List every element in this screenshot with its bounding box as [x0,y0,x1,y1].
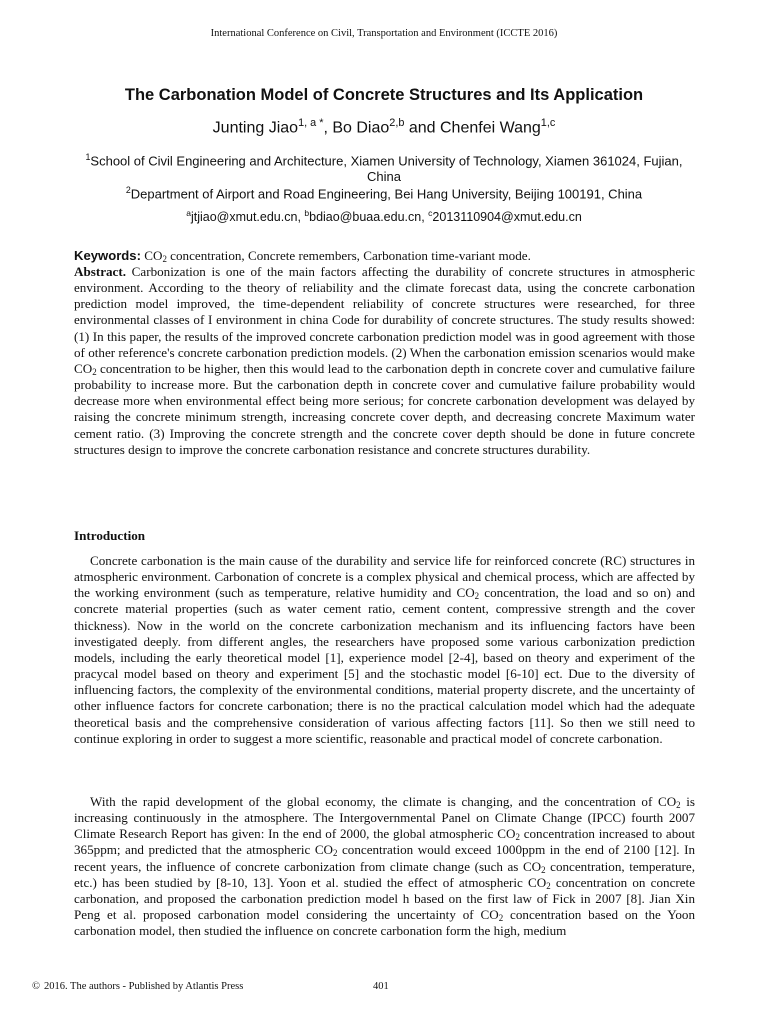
email-address[interactable]: 2013110904@xmut.edu.cn [432,210,582,225]
paragraph-text: is increasing continuously in the atmosphere. The Intergovernmental Panel on Climate Change (IPCC) fourth 2007 Climate Research Report has given: In the end of 2000, the global atmospheric CO [74,794,695,842]
author-separator: , [323,119,333,137]
subscript: 2 [333,848,338,859]
abstract [74,264,695,458]
affiliation-number: 1 [85,152,91,162]
paragraph-text: concentration on concrete carbonation, and proposed the carbonation prediction model h based on the first law of Fick in 2007 [8]. Jian Xin Peng et al. proposed carbonation model considering the uncertainty of CO [74,874,695,923]
author-affiliation-mark: 1,c [540,117,556,129]
copyright-icon: © [32,981,40,992]
subscript: 2 [515,832,520,843]
keywords-label: Keywords: [74,248,141,263]
paragraph-text: With the rapid development of the global economy, the climate is changing, and the concentration of CO [90,794,677,809]
paragraph-text: concentration would exceed 1000ppm in the end of 2100 [12]. In recent years, the influence of concrete carbonization from climate change (such as CO [74,842,695,874]
author-emails [0,208,768,224]
abstract-text: Carbonization is one of the main factors affecting the durability of concrete structures in atmospheric environment. According to the theory of reliability and the climate forecast data, using the concrete carbonation prediction model improved, the time-dependent reliability of concrete structures were researched, for three environmental classes of I environment in china Code for durability of concrete structures. The study results showed: (1) In this paper, the results of the improved concrete carbonation prediction model was in good agreement with those of other reference's concrete carbonation prediction models. (2) When the carbonation emission scenarios would make CO [74,264,695,376]
page-number: 401 [373,981,389,992]
email-separator: , [297,210,305,225]
paper-title: The Carbonation Model of Concrete Structures and Its Application [124,86,644,104]
author-affiliation-mark: 1, a * [298,117,324,129]
affiliation-2 [0,185,768,201]
subscript: 2 [676,800,681,811]
subscript: 2 [162,254,167,265]
affiliation-text: School of Civil Engineering and Architecture, Xiamen University of Technology, Xiamen 361024, Fujian, China [90,153,683,185]
footer-text: 2016. The authors - Published by Atlantis Press [43,981,244,992]
section-heading: Introduction [74,528,146,543]
subscript: 2 [541,864,546,875]
affiliation-number: 2 [125,185,131,195]
paragraph-text: concentration, temperature, etc.) has been studied by [8-10, 13]. Yoon et al. studied the effect of atmospheric CO [74,858,696,890]
keywords-text: concentration, Concrete remembers, Carbonation time-variant mode. [166,248,531,263]
subscript: 2 [546,881,551,891]
paragraph [74,553,695,747]
author-separator: and [404,119,440,137]
keywords [74,248,695,264]
paragraph-text: concentration increased to about 365ppm; and predicted that the atmospheric CO [74,826,695,858]
intro-paragraph-2 [74,794,695,939]
author-line [0,117,768,137]
keywords-text: CO [144,248,163,263]
email-mark: c [428,208,433,218]
email-address[interactable]: jtjiao@xmut.edu.cn [190,210,298,225]
author-affiliation-mark: 2,b [389,117,405,129]
author-name: Junting Jiao [212,119,299,137]
subscript: 2 [92,367,97,378]
author-name: Chenfei Wang [440,119,541,137]
paragraph [74,794,695,939]
subscript: 2 [474,591,480,602]
affiliation-text: Department of Airport and Road Engineering, Bei Hang University, Beijing 100191, China [130,186,643,202]
paragraph-text: concentration based on the Yoon carbonation model, then studied the influence on concrete carbonation form the high, medium [74,907,695,939]
abstract-text: concentration to be higher, then this would lead to the carbonation depth in concrete cover and cumulative failure probability to increase more. But the carbonation depth in concrete cover and cumulative failure probability would decrease more when environmental effect being more serious; for concrete carbonation development was delayed by raising the concrete minimum strength, increasing concrete cover depth, and decreasing concrete Maximum water cement ratio. (3) Improving the concrete strength and the concrete cover depth should be done in future concrete structures design to improve the concrete carbonation resistance and concrete structures durability. [74,360,695,457]
affiliation-1 [70,149,698,185]
subscript: 2 [498,913,504,924]
intro-paragraph-1 [74,553,695,747]
footer-copyright [32,981,243,992]
running-header: International Conference on Civil, Transportation and Environment (ICCTE 2016) [210,28,558,39]
email-mark: a [186,208,191,218]
abstract-label: Abstract. [74,264,126,279]
paragraph-text: Concrete carbonation is the main cause of the durability and service life for reinforced concrete (RC) structures in atmospheric environment. Carbonation of concrete is a complex physical and chemical process, which are affected by the working environment (such as temperature, relative humidity and CO [74,553,695,601]
author-name: Bo Diao [332,119,390,137]
email-separator: , [421,210,429,225]
paragraph-text: concentration, the load and so on) and concrete material properties (such as water cement ratio, cement content, compressive strength and the cover thickness). Now in the world on the concrete carbonization mechanism and its influencing factors have been investigated deeply. from different angles, the researchers have proposed some various carbonization prediction models, including the early theoretical model [1], experience model [2-4], based on theory and experiment of the pracycal model based on theory and experiment [5] and the stochastic model [6-10] ect. Due to the diversity of influencing factors, the complexity of the environmental conditions, material property discrete, and the uncertainty of other influence factors for concrete carbonation; there is no the practical calculation model which had the adequate theoretical basis and the comprehensive consideration of various affecting factors [11]. So then we still need to continue exploring in order to suggest a more scientific, reasonable and practical model of concrete carbonation. [74,585,695,746]
email-address[interactable]: bdiao@buaa.edu.cn [309,210,422,225]
email-mark: b [304,208,310,218]
